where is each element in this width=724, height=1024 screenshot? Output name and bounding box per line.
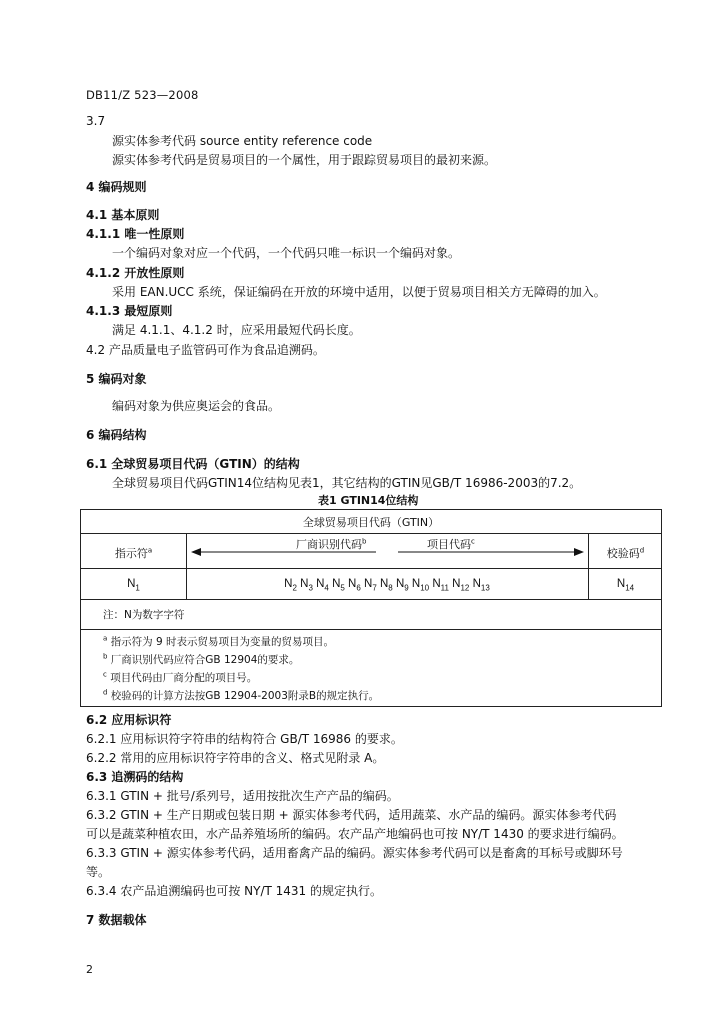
section-5-title: 5 编码对象: [86, 372, 147, 386]
check-digit: $N_{14}$: [616, 578, 635, 593]
digit: N: [316, 578, 325, 590]
gtin14-structure-table: [80, 509, 662, 707]
indicator-digit: $N_1$: [127, 578, 140, 593]
table-note: 注：N为数字字符: [103, 609, 185, 621]
clause-4-2: 4.2 产品质量电子监管码可作为食品追溯码。: [86, 343, 325, 357]
check-digit-header: 校验码$^d$: [606, 546, 645, 560]
table-caption: 表1 GTIN14位结构: [318, 494, 419, 507]
clause-3-7-definition: 源实体参考代码是贸易项目的一个属性，用于跟踪贸易项目的最初来源。: [112, 153, 497, 167]
section-6-title: 6 编码结构: [86, 428, 147, 442]
digit: N: [348, 578, 357, 590]
table-footnote-b: $^b$ 厂商识别代码应符合GB 12904的要求。: [103, 652, 300, 666]
digit: N: [395, 578, 405, 590]
clause-6-3-2-line1: 6.3.2 GTIN + 生产日期或包装日期 + 源实体参考代码，适用蔬菜、水产品的编码。源实体参考代码: [86, 808, 617, 822]
clause-4-1-3-title: 4.1.3 最短原则: [86, 304, 173, 318]
clause-6-2-1: 6.2.1 应用标识符字符串的结构符合 GB/T 16986 的要求。: [86, 732, 403, 746]
company-prefix-header: 厂商识别代码$^b$: [296, 537, 367, 551]
digit: N: [300, 578, 309, 590]
clause-4-1-title: 4.1 基本原则: [86, 208, 160, 222]
page-number: 2: [86, 963, 93, 976]
section-4-title: 4 编码规则: [86, 180, 147, 194]
clause-4-1-2-text: 采用 EAN.UCC 系统，保证编码在开放的环境中适用，以便于贸易项目相关方无障碍的加入。: [112, 285, 606, 299]
clause-6-3-3-line1: 6.3.3 GTIN + 源实体参考代码，适用畜禽产品的编码。源实体参考代码可以是畜禽的耳标号或脚环号: [86, 846, 623, 860]
clause-3-7-number: 3.7: [86, 114, 106, 128]
clause-4-1-2-title: 4.1.2 开放性原则: [86, 266, 185, 280]
digit: N: [364, 578, 373, 590]
clause-6-2-title: 6.2 应用标识符: [86, 713, 172, 727]
clause-4-1-1-title: 4.1.1 唯一性原则: [86, 227, 185, 241]
table-footnote-d: $^d$ 校验码的计算方法按GB 12904-2003附录B的规定执行。: [103, 688, 380, 702]
digit: N: [379, 578, 389, 590]
digit: N: [452, 578, 461, 590]
middle-digits: $N_2$ $N_3$ $N_4$ $N_5$ $N_6$ $N_7$ $N_8$ $N_9$ $N_{10}$ $N_{11}$ $N_{12}$ $N_{13}$: [284, 578, 490, 593]
clause-4-1-3-text: 满足 4.1.1、4.1.2 时，应采用最短代码长度。: [112, 323, 361, 337]
clause-6-3-2-line2: 可以是蔬菜种植农田，水产品养殖场所的编码。农产品产地编码也可按 NY/T 1430 的要求进行编码。: [86, 827, 624, 841]
range-arrows: [186, 546, 588, 562]
clause-6-3-title: 6.3 追溯码的结构: [86, 770, 184, 784]
digit: N: [411, 578, 421, 590]
clause-6-3-4: 6.3.4 农产品追溯编码也可按 NY/T 1431 的规定执行。: [86, 884, 383, 898]
table-footnote-a: $^a$ 指示符为 9 时表示贸易项目为变量的贸易项目。: [103, 634, 334, 648]
indicator-header: 指示符$^a$: [114, 546, 153, 560]
item-reference-header: 项目代码$^c$: [427, 537, 475, 551]
clause-6-1-title: 6.1 全球贸易项目代码（GTIN）的结构: [86, 457, 300, 471]
digit: N: [332, 578, 341, 590]
digit: N: [472, 578, 481, 590]
clause-6-3-3-line2: 等。: [86, 865, 111, 879]
clause-6-1-text: 全球贸易项目代码GTIN14位结构见表1，其它结构的GTIN见GB/T 16986-2003的7.2。: [112, 476, 582, 490]
clause-3-7-term: 源实体参考代码 source entity reference code: [112, 134, 373, 148]
standard-number-header: DB11/Z 523—2008: [86, 88, 199, 102]
clause-4-1-1-text: 一个编码对象对应一个代码，一个代码只唯一标识一个编码对象。: [112, 246, 461, 260]
clause-6-3-1: 6.3.1 GTIN + 批号/系列号，适用按批次生产产品的编码。: [86, 789, 399, 803]
digit: N: [432, 578, 441, 590]
section-7-title: 7 数据载体: [86, 913, 147, 927]
table-footnote-c: $^c$ 项目代码由厂商分配的项目号。: [103, 670, 258, 684]
table-title: 全球贸易项目代码（GTIN）: [302, 516, 440, 529]
digit: N: [284, 578, 293, 590]
clause-6-2-2: 6.2.2 常用的应用标识符字符串的含义、格式见附录 A。: [86, 751, 385, 765]
section-5-text: 编码对象为供应奥运会的食品。: [112, 399, 281, 413]
